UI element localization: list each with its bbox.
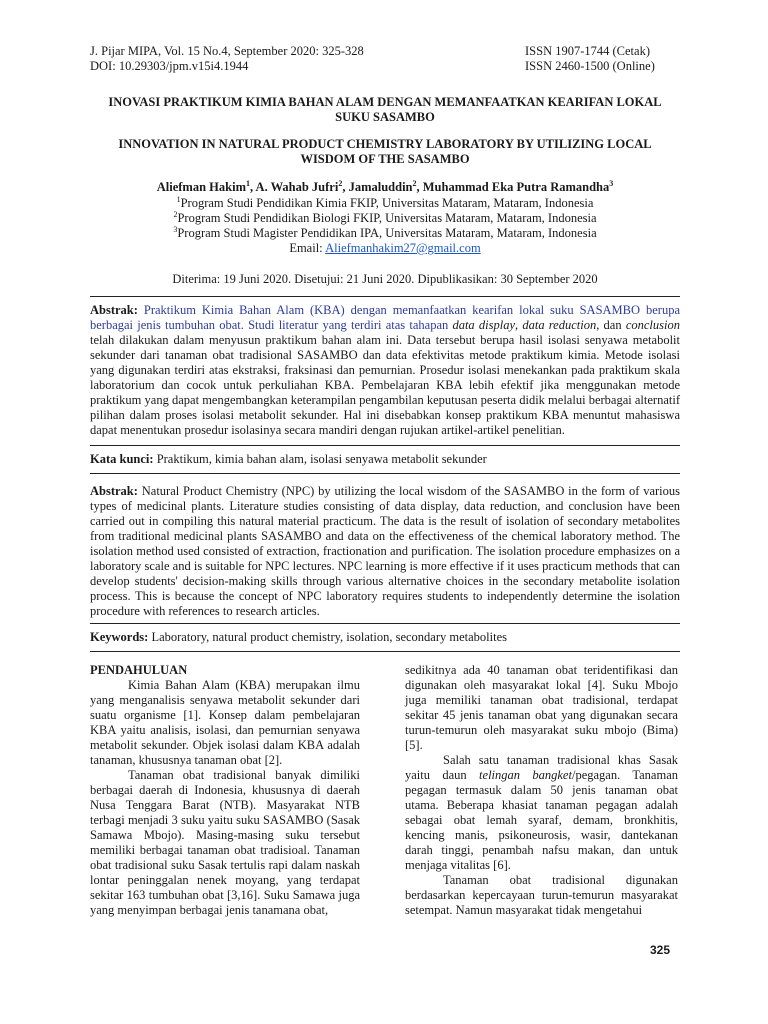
affil-text: Program Studi Magister Pendidikan IPA, Universitas Mataram, Mataram, Indonesia bbox=[177, 226, 597, 240]
issn-print: ISSN 1907-1744 (Cetak) bbox=[525, 44, 650, 58]
paragraph-italic: telingan bangket bbox=[479, 768, 572, 782]
abstract-label: Abstrak: bbox=[90, 484, 138, 498]
title-id-line: INOVASI PRAKTIKUM KIMIA BAHAN ALAM DENGAN MEMANFAATKAN KEARIFAN LOKAL bbox=[108, 95, 662, 109]
divider bbox=[90, 651, 680, 652]
affil-sup: 1 bbox=[176, 194, 181, 204]
journal-line: J. Pijar MIPA, Vol. 15 No.4, September 2020: 325-328 bbox=[90, 44, 364, 58]
paragraph bbox=[405, 753, 678, 873]
affiliation bbox=[90, 226, 680, 241]
author-sep: , bbox=[342, 180, 349, 194]
affiliations bbox=[90, 196, 680, 256]
affil-sup: 3 bbox=[173, 224, 178, 234]
author-sup: 3 bbox=[609, 178, 614, 188]
author-sup: 2 bbox=[412, 178, 417, 188]
doi-line: DOI: 10.29303/jpm.v15i4.1944 bbox=[90, 59, 249, 73]
left-column bbox=[90, 663, 360, 918]
email-line bbox=[90, 241, 680, 256]
divider bbox=[90, 473, 680, 474]
authors bbox=[90, 180, 680, 195]
publication-dates: Diterima: 19 Juni 2020. Disetujui: 21 Juni 2020. Dipublikasikan: 30 September 2020 bbox=[172, 272, 598, 286]
author-sup: 1 bbox=[245, 178, 250, 188]
affil-text: Program Studi Pendidikan Biologi FKIP, Universitas Mataram, Mataram, Indonesia bbox=[177, 211, 597, 225]
author-sep: , bbox=[416, 180, 423, 194]
affiliation bbox=[90, 211, 680, 226]
abstract-text: Natural Product Chemistry (NPC) by utilizing the local wisdom of the SASAMBO in the form of various types of medicinal plants. Literature studies consisting of data display, data reduction, and conclusion have been carried out in compiling this natural material practicum. The data is the result of isolation of secondary metabolites from traditional medicinal plants SASAMBO and data on the effectiveness of the chemical laboratory method. The isolation method used consisted of extraction, fractionation and purification. The isolation procedure emphasizes on a laboratory scale and is suitable for NPC lectures. NPC learning is more effective if it uses practicum methods that can develop students' decision-making skills through various alternative choices in the secondary metabolite isolation process. This is because the concept of NPC laboratory requires students to independently determine the isolation procedure with references to research articles. bbox=[90, 484, 680, 618]
paragraph: Kimia Bahan Alam (KBA) merupakan ilmu yang menganalisis senyawa metabolit sekunder dari suatu organisme [1]. Konsep dalam pembelajaran KBA yaitu analisis, isolasi, dan pemurnian senyawa metabolit sekunder. Objek isolasi dalam KBA adalah tanaman, khususnya tanaman obat [2]. bbox=[90, 678, 360, 767]
abstrak-id bbox=[90, 303, 680, 438]
issn-online: ISSN 2460-1500 (Online) bbox=[525, 59, 655, 73]
title-id-line: SUKU SASAMBO bbox=[335, 110, 435, 124]
kata-kunci-text: Praktikum, kimia bahan alam, isolasi senyawa metabolit sekunder bbox=[153, 452, 487, 466]
title-indonesian bbox=[90, 95, 680, 125]
divider bbox=[90, 296, 680, 297]
kata-kunci-label: Kata kunci: bbox=[90, 452, 154, 466]
title-english bbox=[90, 137, 680, 167]
paragraph: Tanaman obat tradisional banyak dimiliki berbagai daerah di Indonesia, khususnya di daerah Nusa Tenggara Barat (NTB). Masyarakat NTB terbagi menjadi 3 suku yaitu suku SASAMBO (Sasak Samawa Mbojo). Masing-masing suku tersebut memiliki berbagai tanaman obat tradisioal. Tanaman obat tradisional suku Sasak tertulis rapi dalam naskah lontar peninggalan nenek moyang, yang terdapat sekitar 163 tumbuhan obat [3,16]. Suku Samawa juga yang menyimpan berbagai jenis tanamana obat, bbox=[90, 768, 360, 917]
abstrak-text: , bbox=[515, 318, 523, 332]
paragraph: sedikitnya ada 40 tanaman obat teridentifikasi dan digunakan oleh masyarakat lokal [4]. Suku Mbojo juga memiliki tanaman obat tradisional, terdapat sekitar 45 jenis tanaman obat yang digunakan secara turun-temurun oleh masyarakat suku mbojo (Bima) [5]. bbox=[405, 663, 678, 752]
abstrak-text: , dan bbox=[596, 318, 626, 332]
abstrak-italic: conclusion bbox=[625, 318, 680, 332]
abstrak-text: telah dilakukan dalam menyusun praktikum bahan alam ini. Data tersebut berupa hasil isolasi senyawa metabolit sekunder dari tanaman obat tradisional SASAMBO dan data efektivitas metode praktikum kimia. Metode isolasi yang digunakan terdiri atas ekstraksi, fraksinasi dan pemurnian. Prosedur isolasi menekankan pada praktikum skala laboratorium dan cocok untuk perkuliahan KBA. Pembelajaran KBA lebih efektif jika menggunakan metode praktikum yang dapat mengembangkan keterampilan pengambilan keputusan peserta didik melalui berbagai alternatif pilihan dalam proses isolasi metabolit sekunder. Hal ini disebabkan konsep praktikum KBA menuntut mahasiswa dapat menentukan prosedur isolasinya secara mandiri dengan rujukan artikel-artikel penelitian. bbox=[90, 333, 680, 437]
keywords bbox=[90, 630, 680, 645]
divider bbox=[90, 623, 680, 624]
paragraph-text: /pegagan. Tanaman pegagan termasuk dalam 50 jenis tanaman obat utama. Beberapa khasiat tanaman pegagan adalah sebagai obat lemah syaraf, demam, bronkhitis, kencing manis, psikoneurosis, wasir, dantekanan darah tinggi, penambah nafsu makan, dan untuk menjaga vitalitas [6]. bbox=[405, 768, 678, 872]
paragraph: Tanaman obat tradisional digunakan berdasarkan kepercayaan turun-temurun masyarakat setempat. Namun masyarakat tidak mengetahui bbox=[405, 873, 678, 917]
paragraph-text: Salah satu tanaman tradisional khas Sasak yaitu daun bbox=[405, 753, 678, 782]
abstrak-italic: data reduction bbox=[522, 318, 597, 332]
page-number: 325 bbox=[650, 943, 671, 957]
abstrak-italic: data display bbox=[452, 318, 515, 332]
author-sup: 2 bbox=[338, 178, 343, 188]
affiliation bbox=[90, 196, 680, 211]
keywords-label: Keywords: bbox=[90, 630, 149, 644]
abstrak-label: Abstrak: bbox=[90, 303, 138, 317]
journal-citation bbox=[90, 44, 364, 74]
section-heading: PENDAHULUAN bbox=[90, 663, 188, 677]
author-name: Muhammad Eka Putra Ramandha bbox=[422, 180, 610, 194]
author-name: Aliefman Hakim bbox=[156, 180, 246, 194]
divider bbox=[90, 445, 680, 446]
title-en-line: WISDOM OF THE SASAMBO bbox=[300, 152, 470, 166]
email-link[interactable]: Aliefmanhakim27@gmail.com bbox=[325, 241, 481, 255]
affil-sup: 2 bbox=[173, 209, 178, 219]
issn-block bbox=[525, 44, 655, 74]
right-column bbox=[405, 663, 678, 918]
email-label: Email: bbox=[289, 241, 326, 255]
keywords-text: Laboratory, natural product chemistry, isolation, secondary metabolites bbox=[148, 630, 508, 644]
title-en-line: INNOVATION IN NATURAL PRODUCT CHEMISTRY LABORATORY BY UTILIZING LOCAL bbox=[118, 137, 652, 151]
abstract-en bbox=[90, 484, 680, 619]
abstrak-text: Praktikum Kimia Bahan Alam (KBA) dengan memanfaatkan kearifan lokal suku SASAMBO berupa berbagai jenis tumbuhan obat. Studi literatur yang terdiri atas tahapan bbox=[90, 303, 680, 332]
author-name: Jamaluddin bbox=[348, 180, 413, 194]
affil-text: Program Studi Pendidikan Kimia FKIP, Universitas Mataram, Mataram, Indonesia bbox=[180, 196, 594, 210]
author-name: A. Wahab Jufri bbox=[255, 180, 339, 194]
author-sep: , bbox=[249, 180, 256, 194]
kata-kunci bbox=[90, 452, 680, 467]
